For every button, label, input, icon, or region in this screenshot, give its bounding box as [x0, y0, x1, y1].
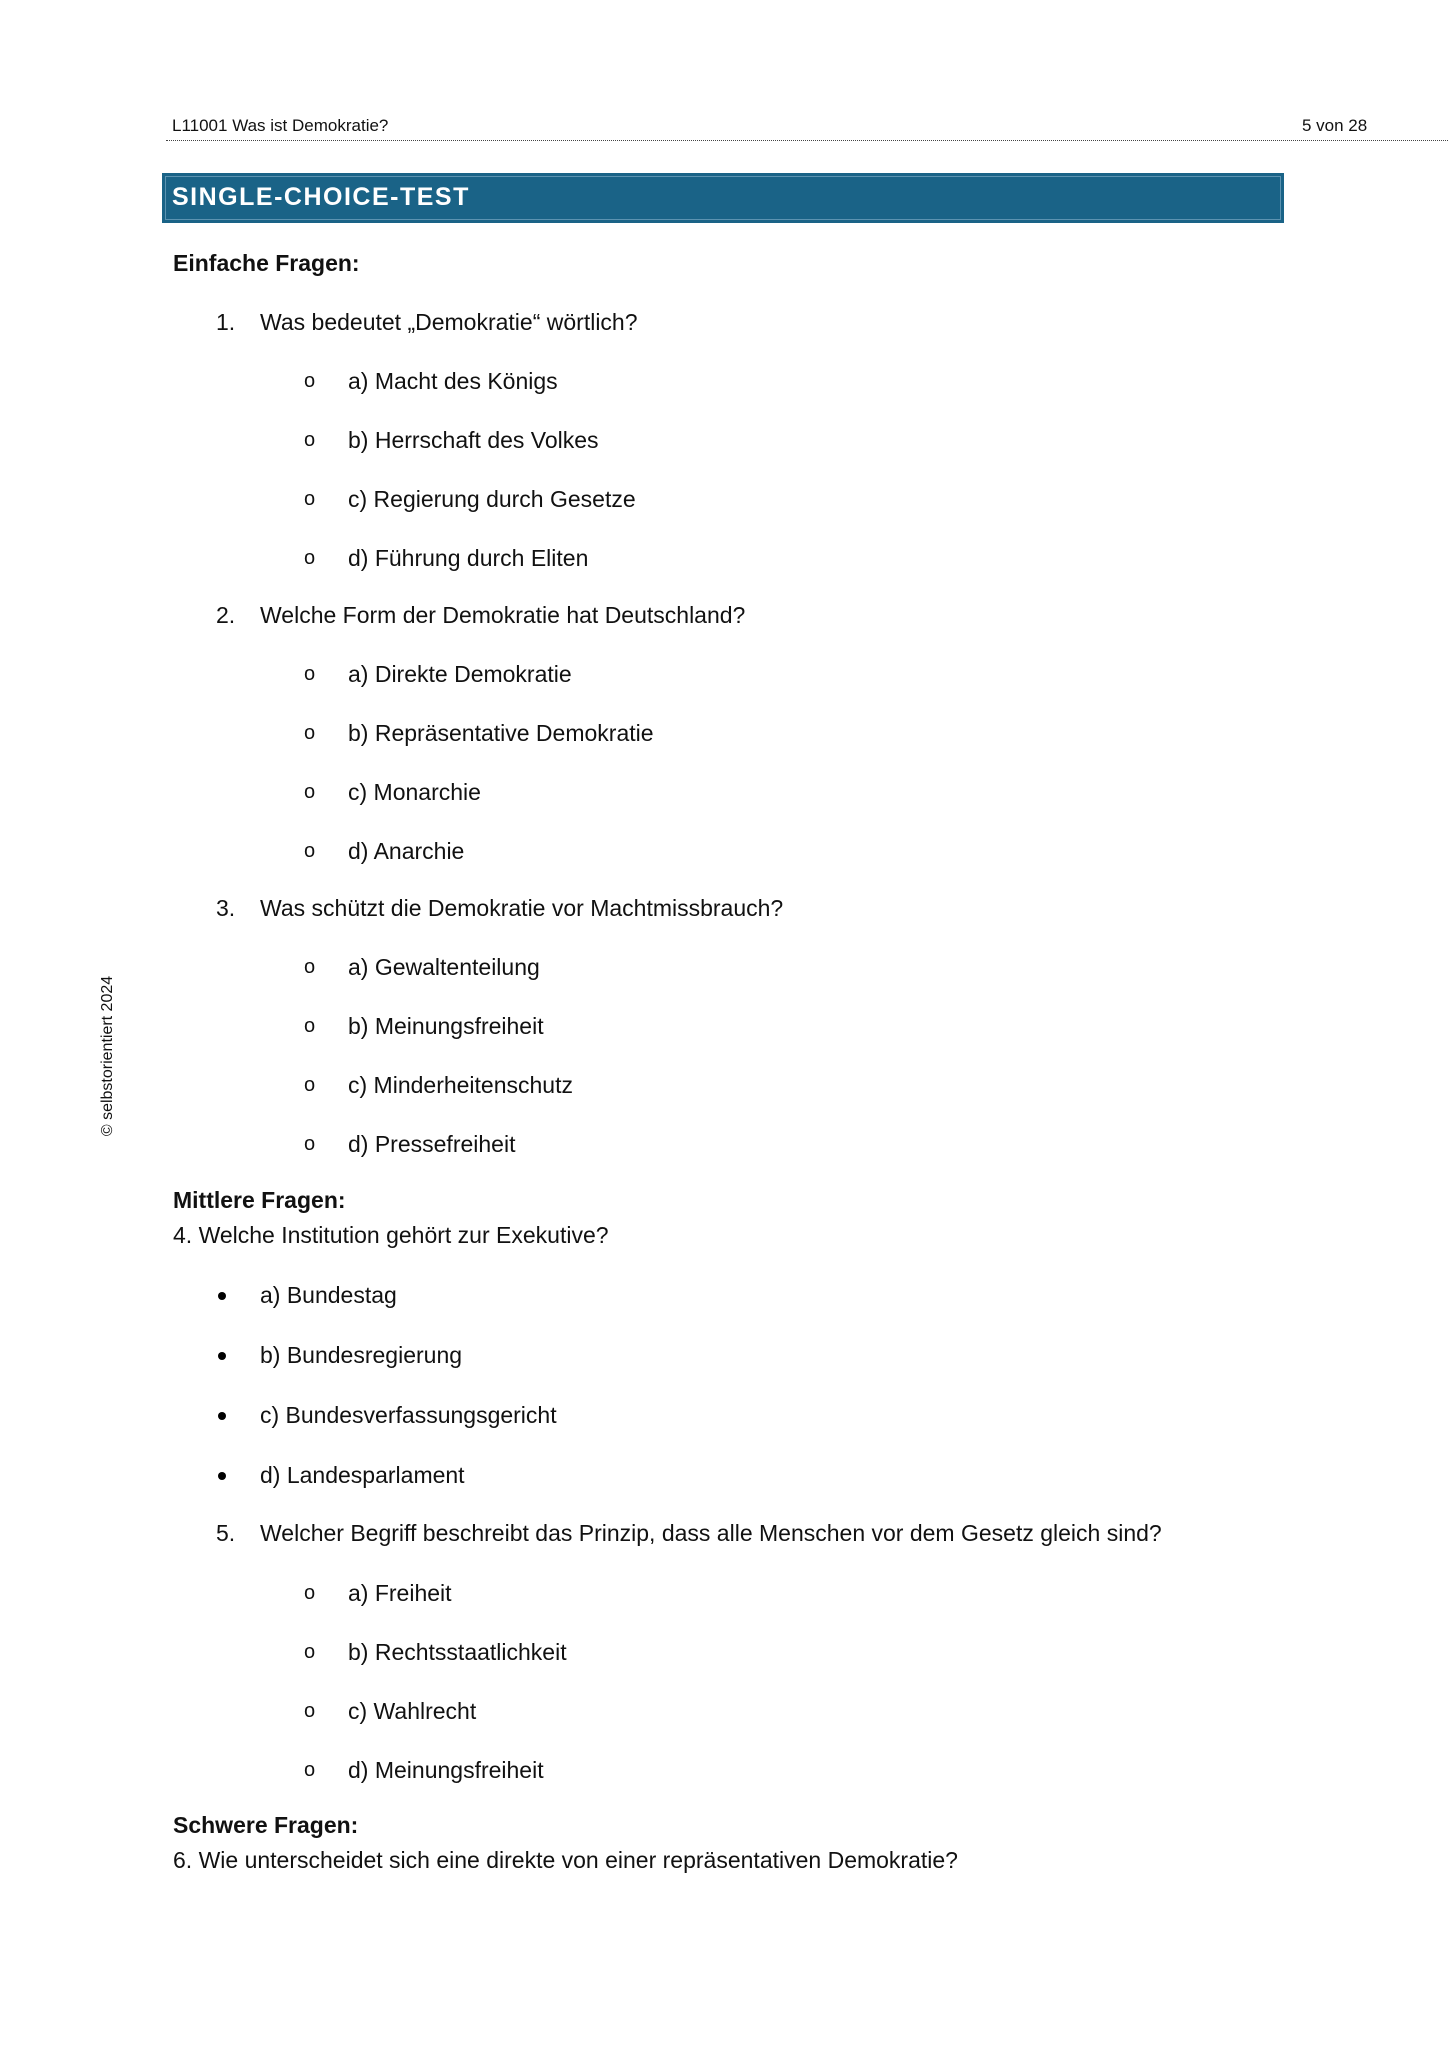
banner-title: SINGLE-CHOICE-TEST [172, 183, 470, 211]
question-text: Was schützt die Demokratie vor Machtmissbrauch? [260, 895, 784, 921]
bullet-icon: o [304, 1133, 316, 1155]
copyright-note: © selbstorientiert 2024 [99, 975, 116, 1137]
answer-option: c) Monarchie [348, 779, 481, 805]
question-text: Was bedeutet „Demokratie“ wörtlich? [260, 309, 638, 335]
answer-option: a) Macht des Königs [348, 368, 558, 394]
section-heading-easy: Einfache Fragen: [173, 250, 360, 276]
answer-option: c) Wahlrecht [348, 1698, 477, 1724]
bullet-icon: o [304, 429, 316, 451]
bullet-dot-icon [218, 1472, 226, 1480]
question-number: 2. [216, 602, 236, 628]
bullet-dot-icon [218, 1352, 226, 1360]
answer-option: a) Direkte Demokratie [348, 661, 572, 687]
answer-option: b) Bundesregierung [260, 1342, 463, 1368]
bullet-icon: o [304, 1700, 316, 1722]
answer-option: a) Gewaltenteilung [348, 954, 540, 980]
bullet-icon: o [304, 663, 316, 685]
answer-option: c) Bundesverfassungsgericht [260, 1402, 557, 1428]
bullet-icon: o [304, 1015, 316, 1037]
bullet-icon: o [304, 488, 316, 510]
bullet-icon: o [304, 1759, 316, 1781]
answer-option: d) Meinungsfreiheit [348, 1757, 544, 1783]
answer-option: b) Rechtsstaatlichkeit [348, 1639, 567, 1665]
bullet-dot-icon [218, 1412, 226, 1420]
question-text: Welche Form der Demokratie hat Deutschland? [260, 602, 746, 628]
question-number: 1. [216, 309, 236, 335]
answer-option: a) Bundestag [260, 1282, 397, 1308]
question-number: 5. [216, 1520, 236, 1546]
question-text: 6. Wie unterscheidet sich eine direkte von einer repräsentativen Demokratie? [173, 1847, 958, 1873]
answer-option: b) Herrschaft des Volkes [348, 427, 599, 453]
section-banner [162, 173, 1284, 223]
answer-option: a) Freiheit [348, 1580, 452, 1606]
bullet-icon: o [304, 547, 316, 569]
bullet-icon: o [304, 370, 316, 392]
answer-option: d) Anarchie [348, 838, 465, 864]
bullet-icon: o [304, 956, 316, 978]
bullet-icon: o [304, 1074, 316, 1096]
bullet-icon: o [304, 1641, 316, 1663]
section-heading-medium: Mittlere Fragen: [173, 1187, 346, 1213]
answer-option: b) Repräsentative Demokratie [348, 720, 654, 746]
question-text: Welcher Begriff beschreibt das Prinzip, dass alle Menschen vor dem Gesetz gleich sind? [260, 1520, 1162, 1546]
document-title: L11001 Was ist Demokratie? [172, 116, 389, 135]
question-text: 4. Welche Institution gehört zur Exekutive? [173, 1222, 609, 1248]
section-heading-hard: Schwere Fragen: [173, 1812, 359, 1838]
answer-option: d) Landesparlament [260, 1462, 465, 1488]
answer-option: b) Meinungsfreiheit [348, 1013, 544, 1039]
bullet-icon: o [304, 722, 316, 744]
bullet-icon: o [304, 1582, 316, 1604]
answer-option: d) Führung durch Eliten [348, 545, 589, 571]
bullet-icon: o [304, 840, 316, 862]
answer-option: c) Minderheitenschutz [348, 1072, 573, 1098]
bullet-icon: o [304, 781, 316, 803]
question-number: 3. [216, 895, 236, 921]
answer-option: c) Regierung durch Gesetze [348, 486, 636, 512]
page-header [166, 112, 1448, 141]
page-number: 5 von 28 [1302, 116, 1368, 135]
answer-option: d) Pressefreiheit [348, 1131, 516, 1157]
bullet-dot-icon [218, 1292, 226, 1300]
